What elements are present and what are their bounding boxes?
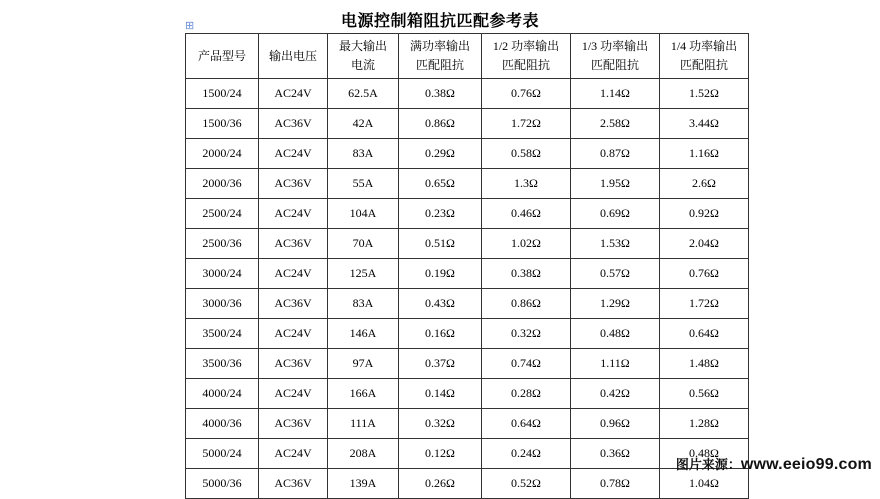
cell-voltage: AC36V — [259, 229, 328, 259]
column-header-output-voltage: 输出电压 — [259, 34, 328, 79]
cell-third-power: 1.14Ω — [571, 79, 660, 109]
cell-voltage: AC24V — [259, 199, 328, 229]
cell-quarter-power: 0.64Ω — [660, 319, 749, 349]
cell-full-power: 0.51Ω — [399, 229, 482, 259]
cell-quarter-power: 2.04Ω — [660, 229, 749, 259]
watermark-label: 图片来源： — [675, 457, 741, 472]
cell-quarter-power: 1.52Ω — [660, 79, 749, 109]
table-row — [186, 199, 749, 229]
cell-full-power: 0.38Ω — [399, 79, 482, 109]
cell-voltage: AC24V — [259, 139, 328, 169]
table-header-row — [186, 34, 749, 79]
cell-current: 83A — [328, 289, 399, 319]
cell-current: 146A — [328, 319, 399, 349]
cell-third-power: 0.87Ω — [571, 139, 660, 169]
impedance-table-container — [185, 33, 749, 499]
cell-current: 139A — [328, 469, 399, 499]
cell-quarter-power: 0.56Ω — [660, 379, 749, 409]
cell-model: 3000/36 — [186, 289, 259, 319]
table-row — [186, 379, 749, 409]
cell-quarter-power: 1.72Ω — [660, 289, 749, 319]
table-row — [186, 169, 749, 199]
cell-half-power: 1.72Ω — [482, 109, 571, 139]
cell-current: 166A — [328, 379, 399, 409]
cell-half-power: 0.24Ω — [482, 439, 571, 469]
cell-voltage: AC36V — [259, 169, 328, 199]
cell-full-power: 0.19Ω — [399, 259, 482, 289]
table-header — [186, 34, 749, 79]
table-row — [186, 439, 749, 469]
cell-half-power: 0.74Ω — [482, 349, 571, 379]
cell-current: 42A — [328, 109, 399, 139]
cell-current: 62.5A — [328, 79, 399, 109]
cell-third-power: 0.69Ω — [571, 199, 660, 229]
cell-quarter-power: 2.6Ω — [660, 169, 749, 199]
cell-current: 70A — [328, 229, 399, 259]
cell-current: 83A — [328, 139, 399, 169]
cell-third-power: 1.11Ω — [571, 349, 660, 379]
cell-quarter-power: 1.48Ω — [660, 349, 749, 379]
table-anchor-icon: ⊞ — [185, 20, 195, 32]
watermark-url: www.eeio99.com — [740, 456, 872, 473]
cell-quarter-power: 1.04Ω — [660, 469, 749, 499]
table-row — [186, 289, 749, 319]
cell-full-power: 0.37Ω — [399, 349, 482, 379]
cell-third-power: 2.58Ω — [571, 109, 660, 139]
cell-full-power: 0.23Ω — [399, 199, 482, 229]
cell-model: 3500/36 — [186, 349, 259, 379]
cell-full-power: 0.16Ω — [399, 319, 482, 349]
cell-model: 3500/24 — [186, 319, 259, 349]
table-row — [186, 109, 749, 139]
cell-voltage: AC36V — [259, 409, 328, 439]
cell-voltage: AC24V — [259, 379, 328, 409]
cell-model: 5000/36 — [186, 469, 259, 499]
cell-current: 104A — [328, 199, 399, 229]
column-header-quarter-power-impedance: 1/4 功率输出 匹配阻抗 — [660, 34, 749, 79]
column-header-model: 产品型号 — [186, 34, 259, 79]
cell-voltage: AC24V — [259, 439, 328, 469]
table-row — [186, 349, 749, 379]
cell-quarter-power: 0.76Ω — [660, 259, 749, 289]
cell-model: 5000/24 — [186, 439, 259, 469]
cell-third-power: 0.48Ω — [571, 319, 660, 349]
cell-third-power: 1.29Ω — [571, 289, 660, 319]
cell-half-power: 0.58Ω — [482, 139, 571, 169]
cell-third-power: 1.53Ω — [571, 229, 660, 259]
cell-full-power: 0.32Ω — [399, 409, 482, 439]
cell-quarter-power: 1.28Ω — [660, 409, 749, 439]
cell-model: 2000/24 — [186, 139, 259, 169]
column-header-full-power-impedance: 满功率输出 匹配阻抗 — [399, 34, 482, 79]
cell-full-power: 0.29Ω — [399, 139, 482, 169]
cell-third-power: 0.57Ω — [571, 259, 660, 289]
column-header-half-power-impedance: 1/2 功率输出 匹配阻抗 — [482, 34, 571, 79]
table-row — [186, 319, 749, 349]
cell-current: 97A — [328, 349, 399, 379]
cell-quarter-power: 0.48Ω — [660, 439, 749, 469]
cell-half-power: 0.64Ω — [482, 409, 571, 439]
table-row — [186, 139, 749, 169]
cell-current: 55A — [328, 169, 399, 199]
cell-third-power: 1.95Ω — [571, 169, 660, 199]
cell-half-power: 0.32Ω — [482, 319, 571, 349]
table-row — [186, 259, 749, 289]
cell-model: 4000/24 — [186, 379, 259, 409]
impedance-reference-table — [185, 33, 749, 499]
table-row — [186, 79, 749, 109]
cell-quarter-power: 0.92Ω — [660, 199, 749, 229]
column-header-third-power-impedance: 1/3 功率输出 匹配阻抗 — [571, 34, 660, 79]
cell-full-power: 0.26Ω — [399, 469, 482, 499]
cell-third-power: 0.36Ω — [571, 439, 660, 469]
cell-current: 111A — [328, 409, 399, 439]
cell-half-power: 1.02Ω — [482, 229, 571, 259]
cell-half-power: 0.76Ω — [482, 79, 571, 109]
cell-half-power: 0.28Ω — [482, 379, 571, 409]
cell-model: 1500/24 — [186, 79, 259, 109]
cell-half-power: 0.46Ω — [482, 199, 571, 229]
cell-full-power: 0.65Ω — [399, 169, 482, 199]
cell-third-power: 0.78Ω — [571, 469, 660, 499]
cell-full-power: 0.12Ω — [399, 439, 482, 469]
cell-voltage: AC36V — [259, 349, 328, 379]
cell-voltage: AC36V — [259, 469, 328, 499]
cell-current: 208A — [328, 439, 399, 469]
cell-model: 2000/36 — [186, 169, 259, 199]
column-header-max-output-current: 最大输出 电流 — [328, 34, 399, 79]
table-row — [186, 469, 749, 499]
cell-quarter-power: 1.16Ω — [660, 139, 749, 169]
cell-third-power: 0.96Ω — [571, 409, 660, 439]
cell-current: 125A — [328, 259, 399, 289]
cell-model: 2500/24 — [186, 199, 259, 229]
page-title: 电源控制箱阻抗匹配参考表 — [340, 13, 539, 30]
cell-third-power: 0.42Ω — [571, 379, 660, 409]
cell-half-power: 0.86Ω — [482, 289, 571, 319]
cell-half-power: 0.38Ω — [482, 259, 571, 289]
cell-voltage: AC24V — [259, 259, 328, 289]
cell-half-power: 0.52Ω — [482, 469, 571, 499]
cell-model: 3000/24 — [186, 259, 259, 289]
table-body — [186, 79, 749, 499]
cell-full-power: 0.14Ω — [399, 379, 482, 409]
table-row — [186, 409, 749, 439]
cell-voltage: AC36V — [259, 109, 328, 139]
cell-voltage: AC24V — [259, 319, 328, 349]
cell-quarter-power: 3.44Ω — [660, 109, 749, 139]
cell-full-power: 0.43Ω — [399, 289, 482, 319]
source-watermark — [676, 454, 872, 474]
cell-half-power: 1.3Ω — [482, 169, 571, 199]
cell-model: 4000/36 — [186, 409, 259, 439]
cell-voltage: AC36V — [259, 289, 328, 319]
cell-voltage: AC24V — [259, 79, 328, 109]
cell-full-power: 0.86Ω — [399, 109, 482, 139]
table-row — [186, 229, 749, 259]
cell-model: 1500/36 — [186, 109, 259, 139]
cell-model: 2500/36 — [186, 229, 259, 259]
